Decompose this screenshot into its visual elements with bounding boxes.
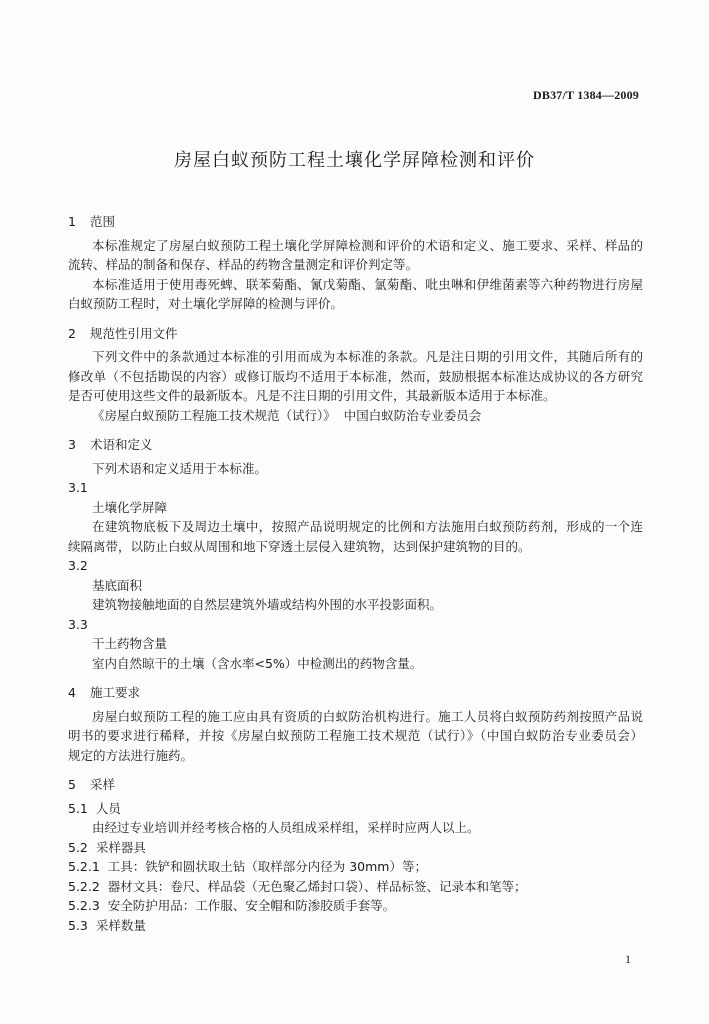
section-title: 范围 (90, 214, 116, 229)
term-number: 3.1 (68, 480, 88, 495)
definition-line: 在建筑物底板下及周边土壤中，按照产品说明规定的比例和方法施用白蚁预防药剂，形成的一个连 (92, 519, 643, 534)
term-number: 3.3 (68, 616, 88, 632)
section-number: 5 (68, 777, 76, 792)
term-name: 干土药物含量 (92, 636, 168, 651)
paragraph-line: 下列术语和定义适用于本标准。 (92, 460, 268, 476)
standard-code: DB37/T 1384—2009 (533, 88, 639, 102)
section-number: 4 (68, 685, 76, 700)
paragraph-line: 规定的方法进行施药。 (68, 747, 194, 763)
paragraph-line: 下列文件中的条款通过本标准的引用而成为本标准的条款。凡是注日期的引用文件，其随后所有的 (92, 349, 643, 364)
subsection-heading: 5.2 采样器具 (68, 839, 146, 855)
section-3-heading (68, 435, 643, 455)
reference-entry: 《房屋白蚁预防工程施工技术规范（试行）》 中国白蚁防治专业委员会 (92, 407, 482, 423)
section-number: 2 (68, 325, 76, 341)
document-title: 房屋白蚁预防工程土壤化学屏障检测和评价 (174, 150, 535, 171)
paragraph-line: 是否可使用这些文件的最新版本。凡是不注日期的引用文件，其最新版本适用于本标准。 (68, 388, 556, 403)
paragraph-line: 明书的要求进行稀释，并按《房屋白蚁预防工程施工技术规范（试行）》（中国白蚁防治专业委员会） (68, 728, 643, 743)
paragraph-line: 白蚁预防工程时，对土壤化学屏障的检测与评价。 (68, 296, 344, 311)
definition-line: 建筑物接触地面的自然层建筑外墙或结构外围的水平投影面积。 (92, 597, 443, 612)
list-item: 5.2.2 器材文具：卷尺、样品袋（无色聚乙烯封口袋）、样品标签、记录本和笔等； (68, 878, 527, 894)
section-number: 1 (68, 214, 76, 229)
section-1-heading (68, 212, 643, 232)
paragraph-line: 修改单（不包括勘误的内容）或修订版均不适用于本标准，然而，鼓励根据本标准达成协议的各方研究 (68, 368, 643, 384)
definition-line: 室内自然晾干的土壤（含水率<5%）中检测出的药物含量。 (92, 655, 423, 671)
list-item: 5.2.1 工具：铁铲和圆状取土钻（取样部分内径为 30mm）等； (68, 859, 427, 874)
section-5-heading (68, 775, 643, 795)
document-body (68, 212, 643, 935)
page-number: 1 (625, 952, 631, 966)
subsection-heading: 5.1 人员 (68, 800, 121, 816)
section-number: 3 (68, 437, 76, 452)
term-number: 3.2 (68, 558, 88, 573)
paragraph-line: 本标准适用于使用毒死蜱、联苯菊酯、氰戊菊酯、氯菊酯、吡虫啉和伊维菌素等六种药物进行房屋 (92, 276, 643, 292)
term-name: 基底面积 (92, 577, 143, 593)
paragraph-line: 房屋白蚁预防工程的施工应由具有资质的白蚁防治机构进行。施工人员将白蚁预防药剂按照产品说 (92, 708, 643, 724)
subsection-heading: 5.3 采样数量 (68, 917, 146, 933)
term-name: 土壤化学屏障 (92, 499, 168, 515)
definition-line: 续隔离带，以防止白蚁从周围和地下穿透土层侵入建筑物，达到保护建筑物的目的。 (68, 538, 531, 554)
section-title: 采样 (90, 777, 116, 792)
paragraph-line: 由经过专业培训并经考核合格的人员组成采样组，采样时应两人以上。 (92, 820, 480, 835)
list-item: 5.2.3 安全防护用品：工作服、安全帽和防渗胶质手套等。 (68, 898, 396, 913)
section-title: 规范性引用文件 (90, 325, 178, 341)
section-title: 施工要求 (90, 685, 141, 700)
section-4-heading (68, 683, 643, 703)
section-2-heading (68, 324, 643, 344)
paragraph-line: 本标准规定了房屋白蚁预防工程土壤化学屏障检测和评价的术语和定义、施工要求、采样、样品的 (92, 237, 643, 253)
paragraph-line: 流转、样品的制备和保存、样品的药物含量测定和评价判定等。 (68, 257, 419, 272)
section-title: 术语和定义 (90, 437, 153, 452)
